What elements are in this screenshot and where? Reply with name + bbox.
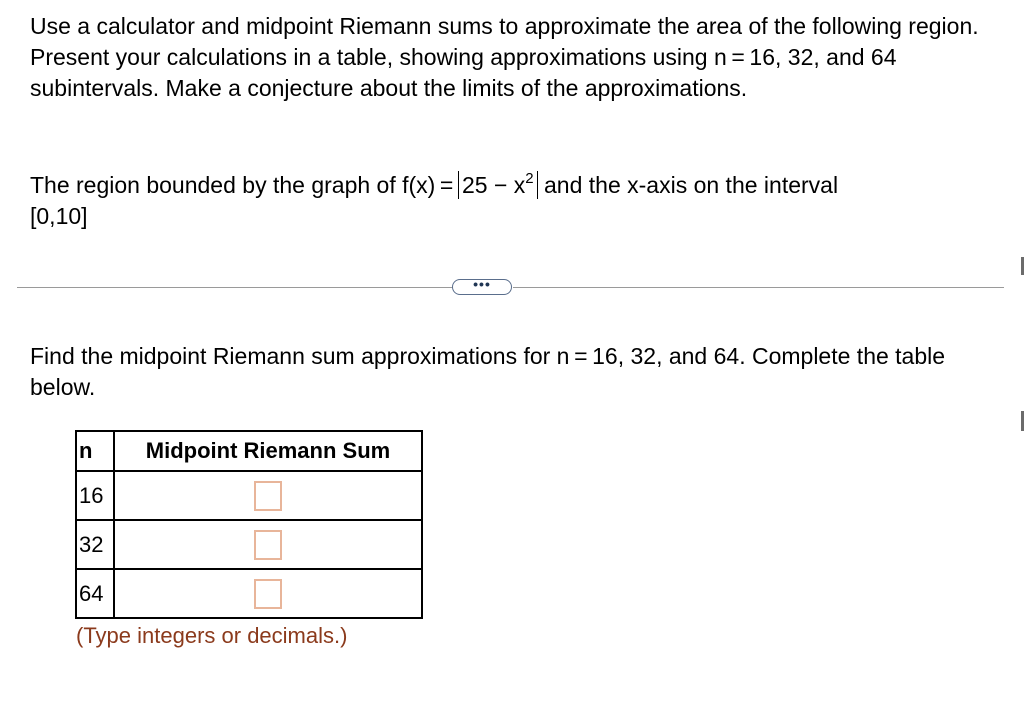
interval: [0,10]	[30, 203, 88, 229]
answer-input-n16[interactable]	[254, 481, 282, 511]
row-n-value: 64	[76, 569, 114, 618]
table-header-row	[76, 431, 422, 471]
problem-statement: Use a calculator and midpoint Riemann sums to approximate the area of the following region. Present your calculations in a table, showing approximations using n = 16, 32, and 64 subintervals. Make a conjecture about the limits of the approximations.	[30, 13, 979, 101]
answer-input-n64[interactable]	[254, 579, 282, 609]
abs-base: 25 − x	[461, 172, 526, 198]
input-hint: (Type integers or decimals.)	[76, 623, 348, 648]
separator-line-right	[513, 287, 1004, 288]
answer-input-n32[interactable]	[254, 530, 282, 560]
table-row	[76, 569, 422, 618]
abs-exponent: 2	[525, 170, 534, 187]
answer-cell	[114, 569, 422, 618]
question-prompt: Find the midpoint Riemann sum approximations for n = 16, 32, and 64. Complete the table below.	[30, 343, 946, 400]
answer-table	[75, 430, 423, 619]
answer-cell	[114, 471, 422, 520]
row-n-value: 16	[76, 471, 114, 520]
absolute-value-expression	[458, 171, 538, 199]
region-suffix: and the x-axis on the interval	[537, 172, 839, 198]
region-prefix: The region bounded by the graph of f(x) =	[30, 172, 458, 198]
separator-line-left	[17, 287, 453, 288]
region-description	[30, 170, 990, 232]
answer-cell	[114, 520, 422, 569]
table-row	[76, 520, 422, 569]
more-options-button[interactable]: •••	[452, 279, 512, 295]
header-n: n	[76, 431, 114, 471]
header-midpoint-sum: Midpoint Riemann Sum	[114, 431, 422, 471]
table-row	[76, 471, 422, 520]
row-n-value: 32	[76, 520, 114, 569]
